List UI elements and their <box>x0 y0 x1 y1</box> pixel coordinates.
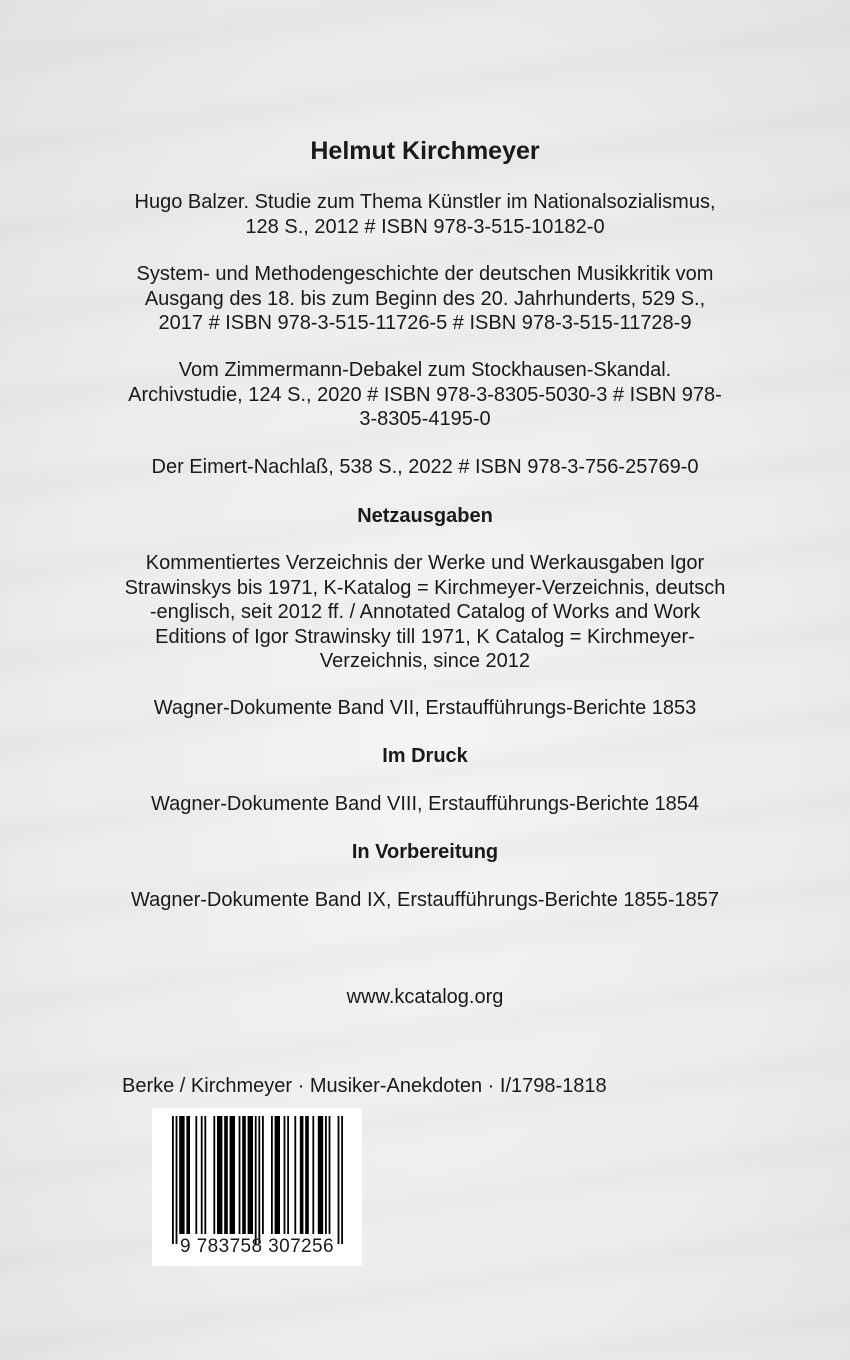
barcode-bar <box>329 1116 331 1234</box>
netzausgabe-line: Kommentiertes Verzeichnis der Werke und Werkausgaben Igor <box>145 552 705 574</box>
publication-line: 128 S., 2012 # ISBN 978-3-515-10182-0 <box>245 215 605 238</box>
series-line: Berke / Kirchmeyer · Musiker-Anekdoten · I/1798-1818 <box>122 1075 607 1097</box>
barcode-bar <box>287 1116 289 1234</box>
barcode-bar <box>275 1116 280 1234</box>
publication-line: 2017 # ISBN 978-3-515-11726-5 # ISBN 978-3-515-11728-9 <box>158 312 692 334</box>
in-vorbereitung-wagner-ix: Wagner-Dokumente Band IX, Erstaufführungs-Berichte 1855-1857 <box>130 889 720 911</box>
barcode-bar <box>271 1116 273 1234</box>
barcode-bar <box>176 1116 178 1244</box>
author-name: Helmut Kirchmeyer <box>310 137 540 165</box>
barcode <box>152 1108 362 1266</box>
netzausgabe-strawinsky <box>0 551 850 674</box>
barcode-bar <box>239 1116 241 1234</box>
barcode-bar <box>230 1116 235 1234</box>
publication-eimert <box>0 455 850 480</box>
publication-line: Ausgang des 18. bis zum Beginn des 20. Jahrhunderts, 529 S., <box>144 287 706 310</box>
barcode-bar <box>341 1116 343 1244</box>
website-url: www.kcatalog.org <box>346 986 504 1008</box>
heading-in-vorbereitung: In Vorbereitung <box>351 841 499 863</box>
barcode-bar <box>294 1116 296 1234</box>
publication-zimmermann <box>0 358 850 432</box>
publication-musikkritik <box>0 262 850 336</box>
barcode-bar <box>204 1116 206 1234</box>
barcode-bar <box>195 1116 197 1234</box>
barcode-bar <box>248 1116 253 1234</box>
netzausgabe-line: -englisch, seit 2012 ff. / Annotated Catalog of Works and Work <box>149 601 701 623</box>
barcode-bar <box>186 1116 190 1234</box>
netzausgabe-wagner-vii <box>0 696 850 721</box>
barcode-bar <box>213 1116 215 1234</box>
barcode-bar <box>255 1116 257 1244</box>
im-druck-wagner-viii: Wagner-Dokumente Band VIII, Erstaufführungs-Berichte 1854 <box>150 793 700 815</box>
barcode-bar <box>305 1116 309 1234</box>
barcode-bar <box>242 1116 246 1234</box>
publication-line: Hugo Balzer. Studie zum Thema Künstler im Nationalsozialismus, <box>134 191 716 213</box>
netzausgabe-line: Strawinskys bis 1971, K-Katalog = Kirchmeyer-Verzeichnis, deutsch <box>124 576 726 599</box>
barcode-bar <box>262 1116 264 1234</box>
barcode-bar <box>179 1116 184 1234</box>
barcode-bar <box>172 1116 174 1244</box>
heading-im-druck: Im Druck <box>382 745 468 767</box>
publication-line: Archivstudie, 124 S., 2020 # ISBN 978-3-8305-5030-3 # ISBN 978- <box>128 383 722 406</box>
barcode-bar <box>224 1116 228 1234</box>
barcode-bar <box>201 1116 203 1234</box>
barcode-digits: 9 783758 307256 <box>180 1236 334 1257</box>
barcode-bar <box>318 1116 323 1234</box>
publication-line: System- und Methodengeschichte der deutschen Musikkritik vom <box>136 263 714 285</box>
barcode-bar <box>338 1116 340 1244</box>
publication-hugo-balzer <box>0 190 850 239</box>
heading-netzausgaben: Netzausgaben <box>357 505 493 527</box>
barcode-bar <box>258 1116 260 1244</box>
publication-line: 3-8305-4195-0 <box>359 408 491 430</box>
netzausgabe-line: Editions of Igor Strawinsky till 1971, K Catalog = Kirchmeyer- <box>155 625 695 648</box>
netzausgabe-line: Verzeichnis, since 2012 <box>319 650 531 672</box>
barcode-bar <box>325 1116 327 1234</box>
barcode-bar <box>300 1116 304 1234</box>
barcode-bar <box>312 1116 314 1234</box>
publication-line: Vom Zimmermann-Debakel zum Stockhausen-Skandal. <box>178 359 672 381</box>
netzausgabe-line: Wagner-Dokumente Band VII, Erstaufführungs-Berichte 1853 <box>153 697 697 719</box>
publication-line: Der Eimert-Nachlaß, 538 S., 2022 # ISBN 978-3-756-25769-0 <box>151 456 699 478</box>
barcode-bar <box>217 1116 222 1234</box>
barcode-bar <box>284 1116 286 1234</box>
